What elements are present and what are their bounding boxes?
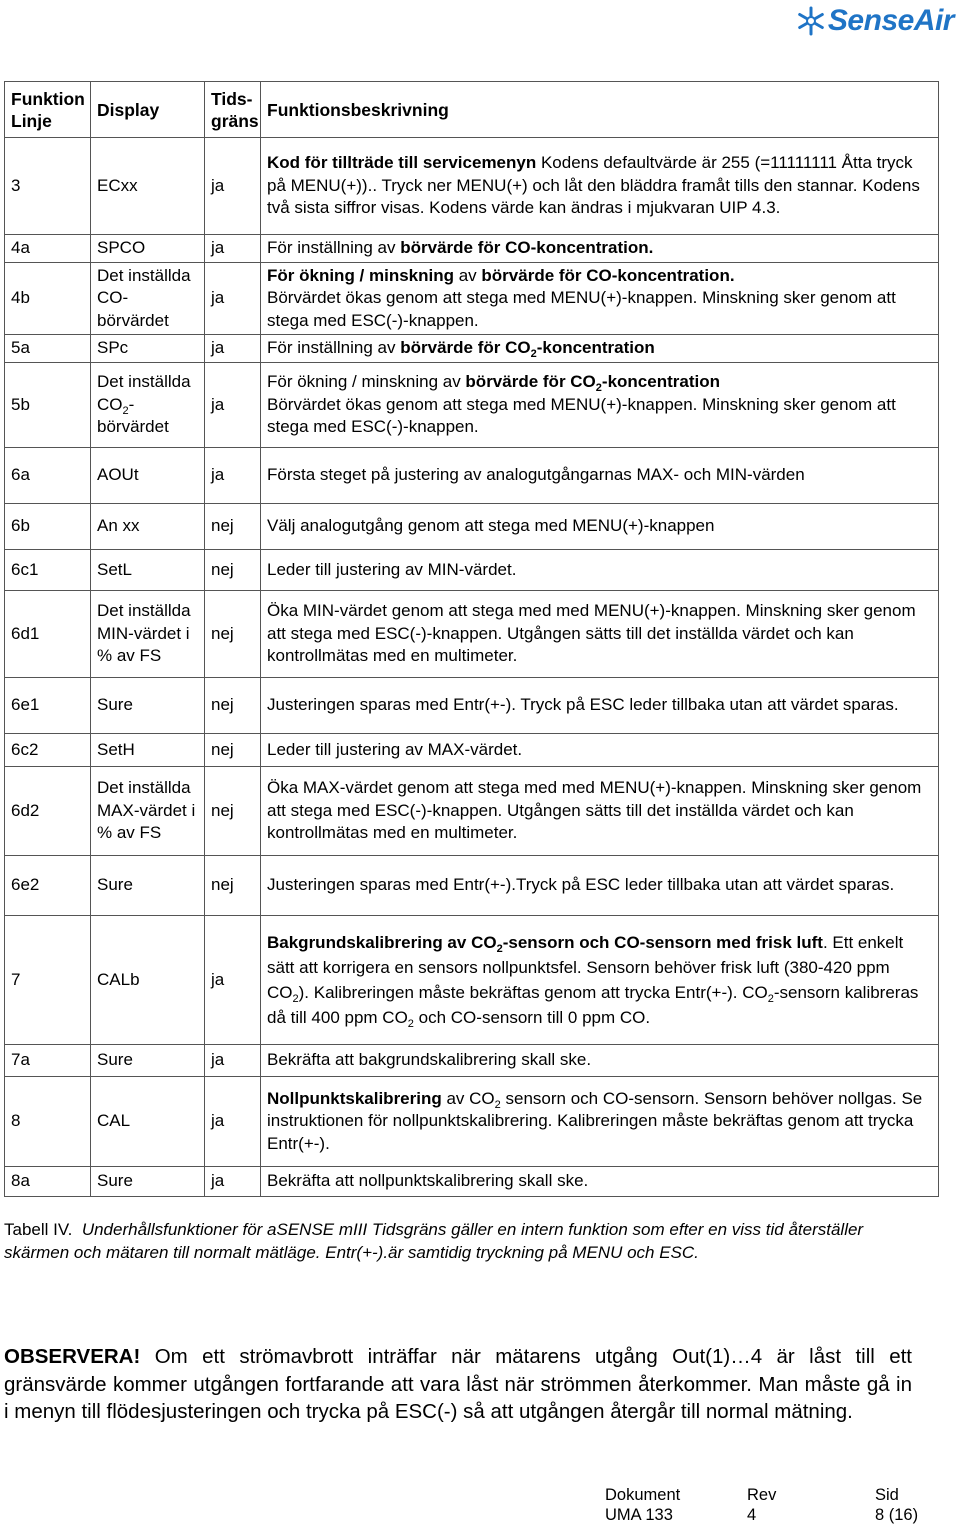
cell-timelimit: ja xyxy=(205,363,261,448)
cell-line: 7 xyxy=(5,916,91,1045)
table-row xyxy=(5,1077,939,1167)
cell-description: För inställning av börvärde för $CO_2$-koncentration xyxy=(261,335,939,363)
warning-note xyxy=(4,1343,912,1426)
note-label: OBSERVERA! xyxy=(4,1345,141,1368)
header-display: Display xyxy=(91,82,205,138)
table-header-row xyxy=(5,82,939,138)
cell-line: 5b xyxy=(5,363,91,448)
footer-rev-label: Rev xyxy=(747,1486,777,1504)
cell-line: 5a xyxy=(5,335,91,363)
cell-description: För ökning / minskning av börvärde för $CO_2$-koncentration Börvärdet ökas genom att stega med MENU(+)-knappen. Minskning sker genom att stega med ESC(-)-knappen. xyxy=(261,363,939,448)
cell-display: Sure xyxy=(91,678,205,734)
cell-timelimit: ja xyxy=(205,1167,261,1197)
cell-line: 6c2 xyxy=(5,734,91,767)
caption-text: Underhållsfunktioner för aSENSE mIII Tidsgräns gäller en intern funktion som efter en viss tid återställer skärmen och mätaren till normalt mätläge. Entr(+-).är samtidig tryckning på MENU och ESC. xyxy=(4,1220,864,1262)
table-row xyxy=(5,335,939,363)
cell-line: 4a xyxy=(5,235,91,263)
cell-display: AOUt xyxy=(91,448,205,504)
cell-description: Första steget på justering av analogutgångarnas MAX- och MIN-värden xyxy=(261,448,939,504)
cell-timelimit: ja xyxy=(205,262,261,335)
cell-display: CALb xyxy=(91,916,205,1045)
table-row xyxy=(5,262,939,335)
cell-line: 6a xyxy=(5,448,91,504)
footer-page-label: Sid xyxy=(875,1486,899,1504)
cell-line: 7a xyxy=(5,1045,91,1077)
cell-line: 4b xyxy=(5,262,91,335)
cell-line: 8a xyxy=(5,1167,91,1197)
cell-description: Leder till justering av MIN-värdet. xyxy=(261,550,939,591)
table-row xyxy=(5,734,939,767)
cell-line: 6e2 xyxy=(5,856,91,916)
header-timelimit: Tids-gräns xyxy=(205,82,261,138)
table-row xyxy=(5,856,939,916)
cell-description: Bakgrundskalibrering av $CO_2$-sensorn och CO-sensorn med frisk luft. Ett enkelt sätt att korrigera en sensors nollpunktsfel. Sensorn behöver frisk luft (380-420 ppm $CO_2$). Kalibreringen måste bekräftas genom att trycka Entr(+-). $CO_2$-sensorn kalibreras då till 400 ppm $CO_2$ och CO-sensorn till 0 ppm CO. xyxy=(261,916,939,1045)
cell-display: Det inställda $CO_2$-börvärdet xyxy=(91,363,205,448)
cell-timelimit: ja xyxy=(205,1077,261,1167)
cell-description: Justeringen sparas med Entr(+-). Tryck på ESC leder tillbaka utan att värdet sparas. xyxy=(261,678,939,734)
cell-timelimit: nej xyxy=(205,767,261,856)
table-row xyxy=(5,363,939,448)
cell-line: 6c1 xyxy=(5,550,91,591)
cell-timelimit: ja xyxy=(205,235,261,263)
cell-description: Justeringen sparas med Entr(+-).Tryck på ESC leder tillbaka utan att värdet sparas. xyxy=(261,856,939,916)
cell-line: 6d1 xyxy=(5,591,91,678)
header-description: Funktionsbeskrivning xyxy=(261,82,939,138)
cell-timelimit: ja xyxy=(205,448,261,504)
cell-description: För ökning / minskning av börvärde för CO-koncentration. Börvärdet ökas genom att stega med MENU(+)-knappen. Minskning sker genom att stega med ESC(-)-knappen. xyxy=(261,262,939,335)
cell-description: Leder till justering av MAX-värdet. xyxy=(261,734,939,767)
table-row xyxy=(5,1167,939,1197)
header-line: Funktion Linje xyxy=(5,82,91,138)
table-row xyxy=(5,1045,939,1077)
cell-description: Välj analogutgång genom att stega med MENU(+)-knappen xyxy=(261,504,939,550)
cell-description: För inställning av börvärde för CO-koncentration. xyxy=(261,235,939,263)
cell-line: 8 xyxy=(5,1077,91,1167)
cell-timelimit: nej xyxy=(205,550,261,591)
table-row xyxy=(5,591,939,678)
cell-timelimit: nej xyxy=(205,591,261,678)
cell-display: Sure xyxy=(91,1167,205,1197)
cell-display: Sure xyxy=(91,856,205,916)
table-caption xyxy=(4,1218,924,1264)
table-row xyxy=(5,550,939,591)
cell-display: SetH xyxy=(91,734,205,767)
cell-timelimit: nej xyxy=(205,856,261,916)
cell-display: ECxx xyxy=(91,138,205,235)
table-row xyxy=(5,678,939,734)
table-row xyxy=(5,504,939,550)
footer-doc-label: Dokument xyxy=(605,1486,681,1504)
cell-display: Det inställda CO-börvärdet xyxy=(91,262,205,335)
cell-line: 6d2 xyxy=(5,767,91,856)
snowflake-logo-icon xyxy=(796,6,826,36)
cell-timelimit: ja xyxy=(205,916,261,1045)
cell-display: Det inställda MAX-värdet i % av FS xyxy=(91,767,205,856)
cell-description: Bekräfta att bakgrundskalibrering skall ske. xyxy=(261,1045,939,1077)
cell-description: Nollpunktskalibrering av $CO_2$ sensorn och CO-sensorn. Sensorn behöver nollgas. Se instruktionen för nollpunktskalibrering. Kalibreringen måste bekräftas genom att trycka Entr(+-). xyxy=(261,1077,939,1167)
cell-display: Det inställda MIN-värdet i % av FS xyxy=(91,591,205,678)
cell-timelimit: nej xyxy=(205,734,261,767)
cell-line: 6e1 xyxy=(5,678,91,734)
cell-display: SPCO xyxy=(91,235,205,263)
maintenance-functions-table xyxy=(4,81,939,1197)
footer-rev-value: 4 xyxy=(747,1506,757,1524)
cell-timelimit: ja xyxy=(205,1045,261,1077)
cell-timelimit: nej xyxy=(205,504,261,550)
cell-display: SetL xyxy=(91,550,205,591)
cell-display: An xx xyxy=(91,504,205,550)
note-text: Om ett strömavbrott inträffar när mätarens utgång Out(1)…4 är låst till ett gränsvärde kommer utgången fortfarande att vara låst när strömmen återkommer. Man måste gå in i menyn till flödesjusteringen och trycka på ESC(-) så att utgången återgår till normal mätning. xyxy=(4,1345,912,1423)
cell-timelimit: ja xyxy=(205,335,261,363)
table-row xyxy=(5,767,939,856)
cell-line: 3 xyxy=(5,138,91,235)
cell-display: Sure xyxy=(91,1045,205,1077)
table-row xyxy=(5,916,939,1045)
cell-description: Öka MIN-värdet genom att stega med med MENU(+)-knappen. Minskning sker genom att stega med ESC(-)-knappen. Utgången sätts till det inställda värdet och kan kontrollmätas med en multimeter. xyxy=(261,591,939,678)
cell-line: 6b xyxy=(5,504,91,550)
caption-label: Tabell IV. xyxy=(4,1220,73,1239)
cell-description: Kod för tillträde till servicemenyn Kodens defaultvärde är 255 (=11111111 Åtta tryck på MENU(+)).. Tryck ner MENU(+) och låt den bläddra framåt tills den stannar. Kodens två sista siffror visas. Kodens värde kan ändras i mjukvaran UIP 4.3. xyxy=(261,138,939,235)
table-row xyxy=(5,235,939,263)
cell-timelimit: ja xyxy=(205,138,261,235)
cell-description: Bekräfta att nollpunktskalibrering skall ske. xyxy=(261,1167,939,1197)
cell-timelimit: nej xyxy=(205,678,261,734)
footer-doc-value: UMA 133 xyxy=(605,1506,673,1524)
footer-page-value: 8 (16) xyxy=(875,1506,919,1524)
table-row xyxy=(5,448,939,504)
cell-display: SPc xyxy=(91,335,205,363)
cell-display: CAL xyxy=(91,1077,205,1167)
cell-description: Öka MAX-värdet genom att stega med med MENU(+)-knappen. Minskning sker genom att stega med ESC(-)-knappen. Utgången sätts till det inställda värdet och kan kontrollmätas med en multimeter. xyxy=(261,767,939,856)
senseair-logo xyxy=(796,4,954,38)
logo-text: SenseAir xyxy=(827,4,954,37)
table-row xyxy=(5,138,939,235)
